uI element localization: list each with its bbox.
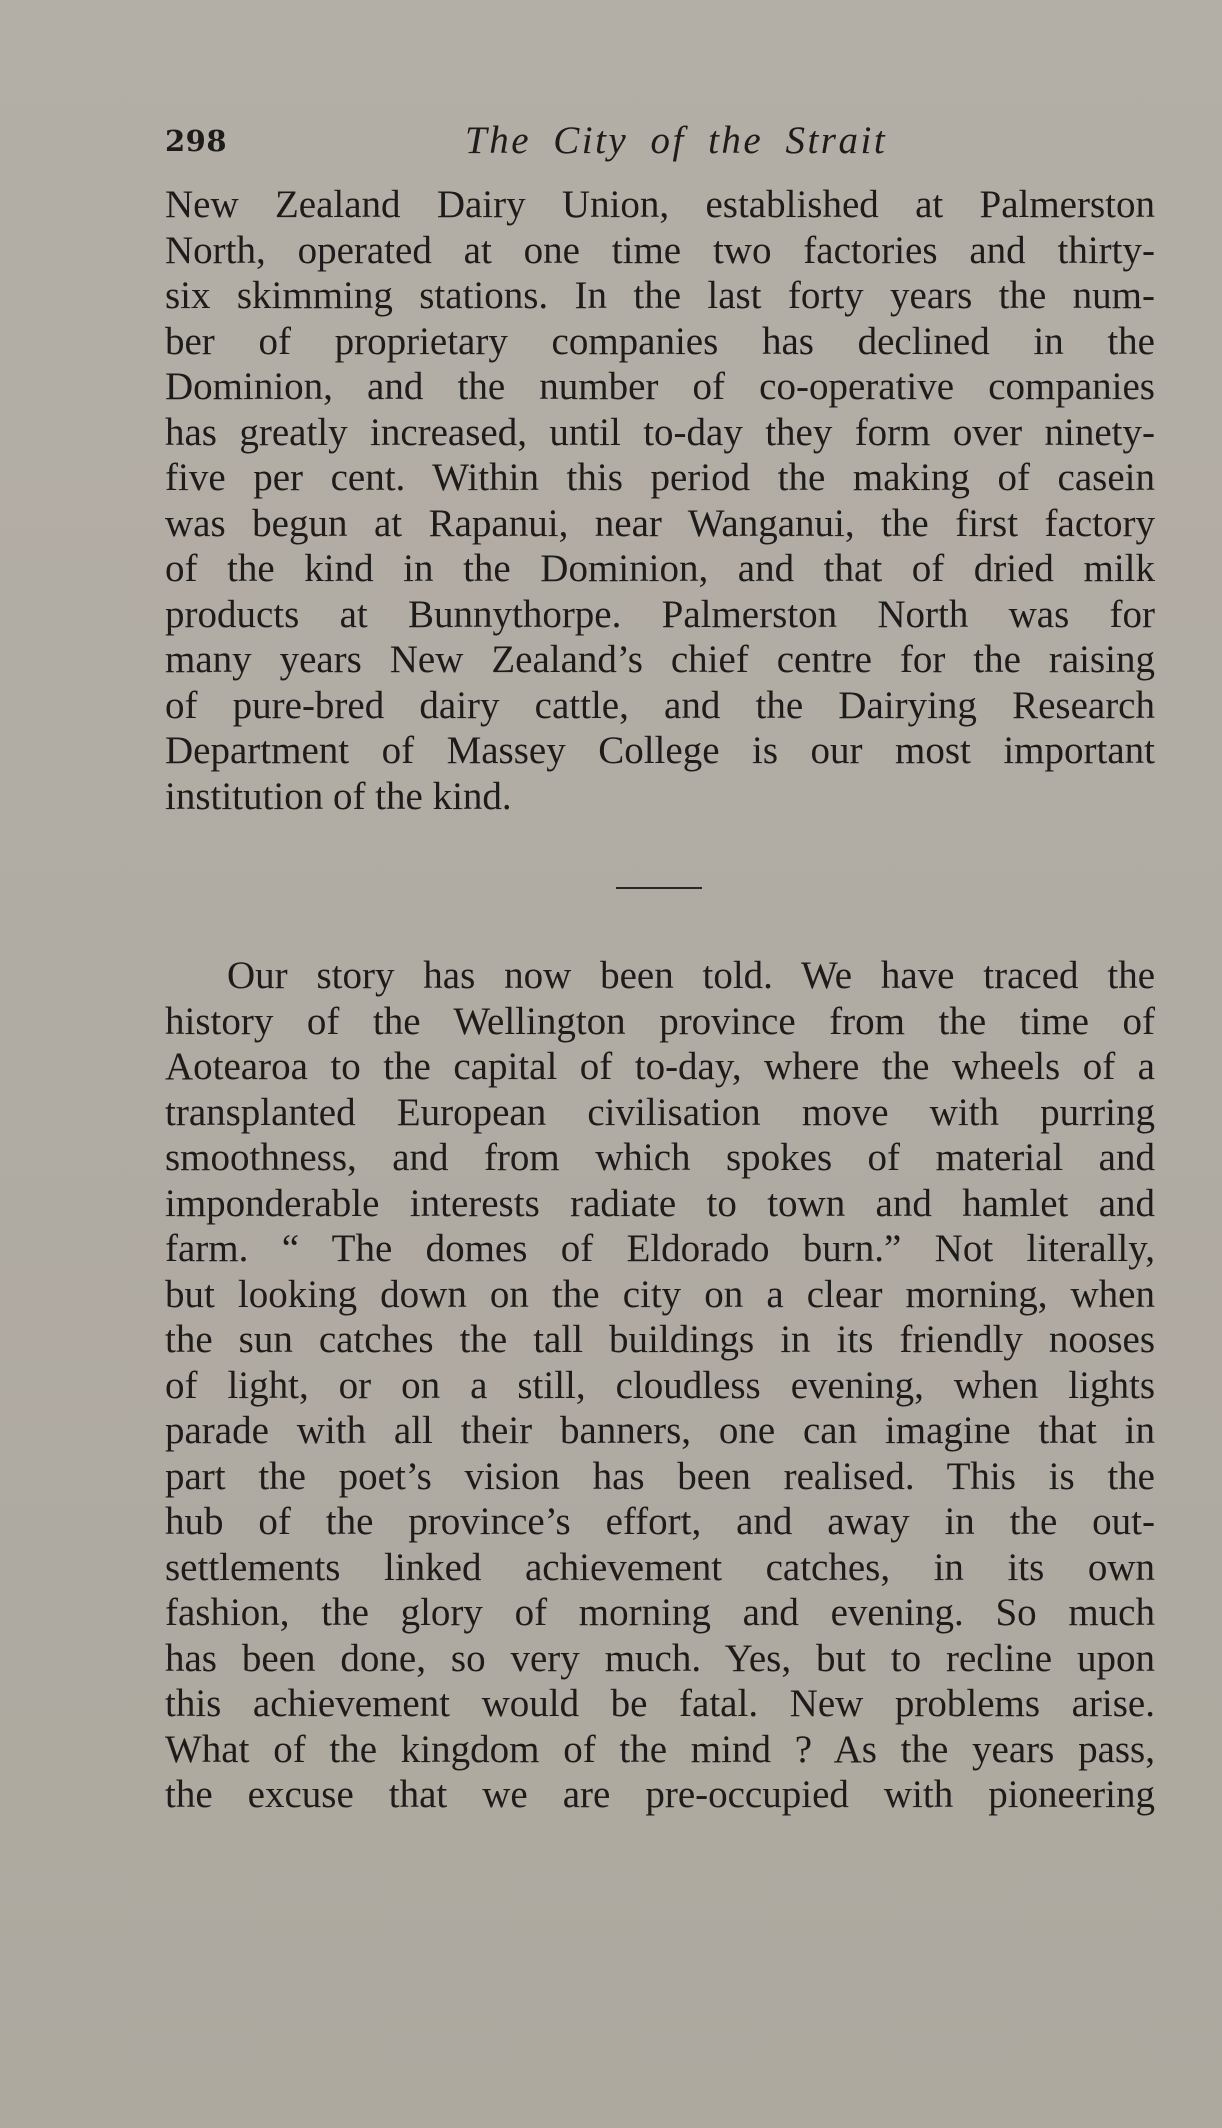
text-line: smoothness, and from which spokes of material and [165, 1136, 1155, 1179]
text-line: parade with all their banners, one can imagine that in [165, 1409, 1155, 1452]
text-line: of the kind in the Dominion, and that of dried milk [165, 547, 1155, 590]
text-line: settlements linked achievement catches, in its own [165, 1545, 1155, 1589]
section-divider [616, 887, 702, 889]
text-line: the excuse that we are pre-occupied with pioneering [165, 1773, 1155, 1816]
text-line: five per cent. Within this period the making of casein [165, 456, 1155, 499]
text-line: history of the Wellington province from the time of [165, 999, 1155, 1043]
text-line: the sun catches the tall buildings in its friendly nooses [165, 1318, 1155, 1361]
running-title: The City of the Strait [465, 119, 888, 162]
text-line: six skimming stations. In the last forty years the num- [165, 274, 1155, 317]
text-line: of pure-bred dairy cattle, and the Dairying Research [165, 683, 1155, 727]
text-line: institution of the kind. [165, 774, 512, 818]
text-line: What of the kingdom of the mind ? As the years pass, [165, 1727, 1155, 1771]
text-line: fashion, the glory of morning and evening. So much [165, 1591, 1155, 1634]
page-header [165, 112, 1155, 168]
page-number: 298 [165, 124, 228, 158]
text-line: was begun at Rapanui, near Wanganui, the first factory [165, 501, 1155, 545]
text-line: imponderable interests radiate to town and hamlet and [165, 1181, 1155, 1225]
text-line: but looking down on the city on a clear morning, when [165, 1272, 1155, 1316]
text-line: has been done, so very much. Yes, but to recline upon [165, 1636, 1155, 1680]
text-line: North, operated at one time two factories and thirty- [165, 228, 1155, 272]
text-line: farm. “ The domes of Eldorado burn.” Not literally, [165, 1227, 1155, 1270]
text-line: this achievement would be fatal. New problems arise. [165, 1682, 1155, 1725]
text-line: New Zealand Dairy Union, established at Palmerston [165, 183, 1155, 226]
text-line: ber of proprietary companies has declined in the [165, 319, 1155, 363]
paragraph-dairy-industry [165, 182, 1155, 819]
text-line: of light, or on a still, cloudless evening, when lights [165, 1363, 1155, 1407]
text-line: Aotearoa to the capital of to-day, where the wheels of a [165, 1045, 1155, 1088]
text-line: hub of the province’s effort, and away in the out- [165, 1500, 1155, 1543]
paragraph-conclusion [165, 953, 1155, 1818]
text-line: has greatly increased, until to-day they form over ninety- [165, 410, 1155, 454]
text-line: Dominion, and the number of co-operative companies [165, 365, 1155, 408]
text-line: transplanted European civilisation move with purring [165, 1090, 1155, 1134]
text-line: products at Bunnythorpe. Palmerston North was for [165, 592, 1155, 636]
text-line: Our story has now been told. We have traced the [227, 954, 1155, 997]
text-line: Department of Massey College is our most important [165, 729, 1155, 772]
text-line: part the poet’s vision has been realised. This is the [165, 1454, 1155, 1498]
text-line: many years New Zealand’s chief centre for the raising [165, 638, 1155, 681]
